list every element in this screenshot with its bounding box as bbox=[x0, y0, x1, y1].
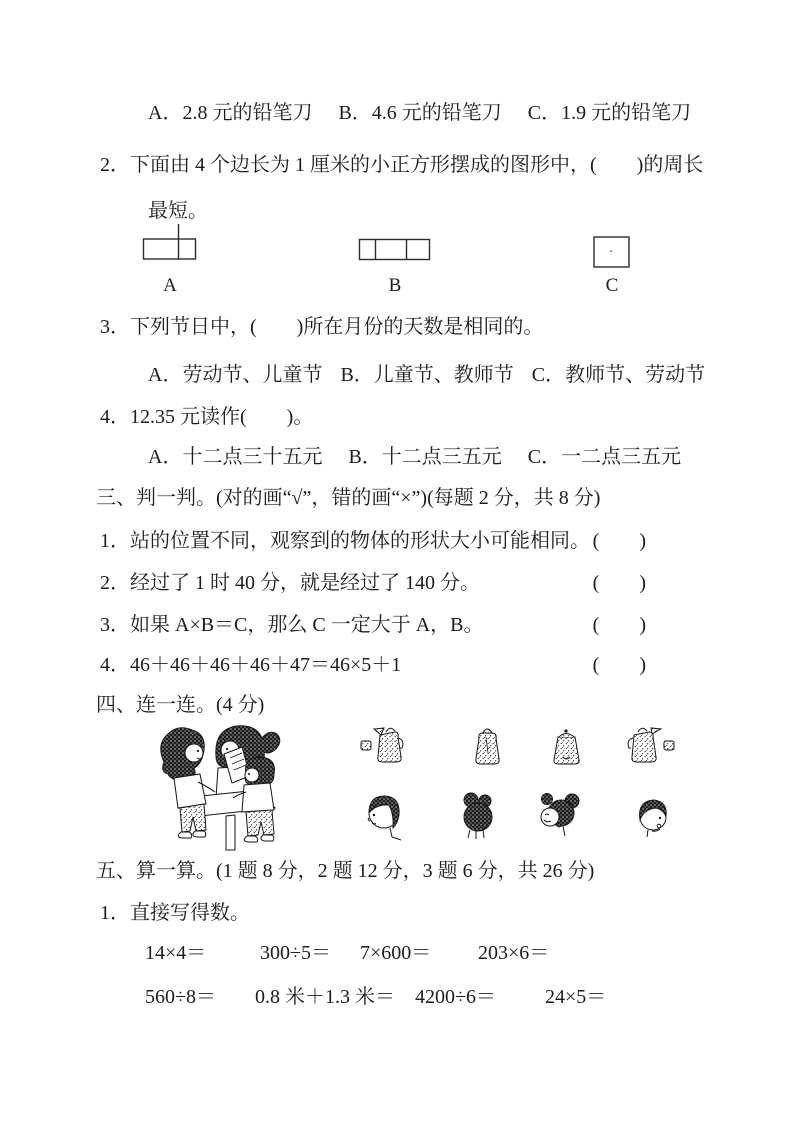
calc-item-7: 4200÷6＝ bbox=[415, 986, 496, 1008]
question1-option-b: B．4.6 元的铅笔刀 bbox=[338, 102, 502, 124]
figure-c-label: C bbox=[605, 275, 619, 296]
judge-item-4 bbox=[100, 650, 646, 680]
figure-c bbox=[592, 222, 632, 296]
judge-item-2-answer-blank: ( ) bbox=[592, 572, 646, 594]
calc-row-1 bbox=[145, 938, 549, 968]
question2-figures bbox=[96, 222, 703, 296]
section5-title: 五、算一算。(1 题 8 分，2 题 12 分，3 题 6 分，共 26 分) bbox=[96, 860, 595, 882]
kettle-view-3-illustration bbox=[545, 722, 587, 768]
figure-b bbox=[358, 222, 432, 296]
calc-row-2 bbox=[145, 982, 606, 1012]
figure-c-drawing bbox=[592, 235, 632, 271]
kettle-view-2-illustration bbox=[467, 722, 507, 768]
child-head-4-illustration bbox=[630, 792, 674, 844]
question4-option-b: B．十二点三五元 bbox=[348, 446, 502, 468]
question4-option-a: A．十二点三十五元 bbox=[148, 446, 323, 468]
kettle-view-4-illustration bbox=[624, 720, 676, 770]
question3-option-c: C．教师节、劳动节 bbox=[531, 364, 706, 386]
scene-kids-table-illustration bbox=[138, 716, 288, 856]
calc-item-4: 203×6＝ bbox=[478, 942, 550, 964]
calc-item-3: 7×600＝ bbox=[360, 942, 432, 964]
judge-item-3-answer-blank: ( ) bbox=[592, 614, 646, 636]
calc-item-6: 0.8 米＋1.3 米＝ bbox=[255, 986, 395, 1008]
child-head-2-illustration bbox=[456, 788, 500, 844]
figure-b-drawing bbox=[358, 238, 432, 262]
figure-a-label: A bbox=[163, 275, 177, 296]
question2-text: 2．下面由 4 个边长为 1 厘米的小正方形摆成的图形中，( )的周长 bbox=[100, 154, 704, 176]
match-activity bbox=[96, 712, 703, 858]
question2-text-continued: 最短。 bbox=[148, 200, 208, 222]
section3-title: 三、判一判。(对的画“√”，错的画“×”)(每题 2 分，共 8 分) bbox=[96, 487, 601, 509]
calc-item-2: 300÷5＝ bbox=[260, 942, 331, 964]
judge-item-3-text: 3．如果 A×B＝C，那么 C 一定大于 A，B。 bbox=[100, 614, 484, 636]
judge-item-1-answer-blank: ( ) bbox=[592, 530, 646, 552]
question1-options-row bbox=[148, 98, 691, 128]
section5-subtask1-title: 1．直接写得数。 bbox=[100, 902, 250, 924]
question4-options-row bbox=[148, 442, 681, 472]
judge-item-2-text: 2．经过了 1 时 40 分，就是经过了 140 分。 bbox=[100, 572, 480, 594]
question3-option-a: A．劳动节、儿童节 bbox=[148, 364, 323, 386]
question3-option-b: B．儿童节、教师节 bbox=[340, 364, 514, 386]
figure-b-label: B bbox=[388, 275, 402, 296]
judge-item-2 bbox=[100, 568, 646, 598]
section4-title: 四、连一连。(4 分) bbox=[96, 694, 265, 716]
question1-option-a: A．2.8 元的铅笔刀 bbox=[148, 102, 313, 124]
question4-text: 4．12.35 元读作( )。 bbox=[100, 406, 314, 428]
question1-option-c: C．1.9 元的铅笔刀 bbox=[527, 102, 692, 124]
judge-item-3 bbox=[100, 610, 646, 640]
question3-text: 3．下列节日中，( )所在月份的天数是相同的。 bbox=[100, 316, 544, 338]
judge-item-4-answer-blank: ( ) bbox=[592, 654, 646, 676]
calc-item-8: 24×5＝ bbox=[545, 986, 607, 1008]
kettle-view-1-illustration bbox=[359, 720, 411, 770]
calc-item-5: 560÷8＝ bbox=[145, 986, 216, 1008]
child-head-1-illustration bbox=[363, 790, 407, 846]
figure-a-drawing bbox=[142, 222, 222, 270]
figure-a bbox=[142, 222, 222, 296]
judge-item-1 bbox=[100, 526, 646, 556]
judge-item-1-text: 1．站的位置不同，观察到的物体的形状大小可能相同。 bbox=[100, 530, 590, 552]
question3-options-row bbox=[148, 360, 705, 390]
question4-option-c: C．一二点三五元 bbox=[527, 446, 682, 468]
child-head-3-illustration bbox=[534, 788, 582, 846]
calc-item-1: 14×4＝ bbox=[145, 942, 207, 964]
judge-item-4-text: 4．46＋46＋46＋46＋47＝46×5＋1 bbox=[100, 654, 402, 676]
